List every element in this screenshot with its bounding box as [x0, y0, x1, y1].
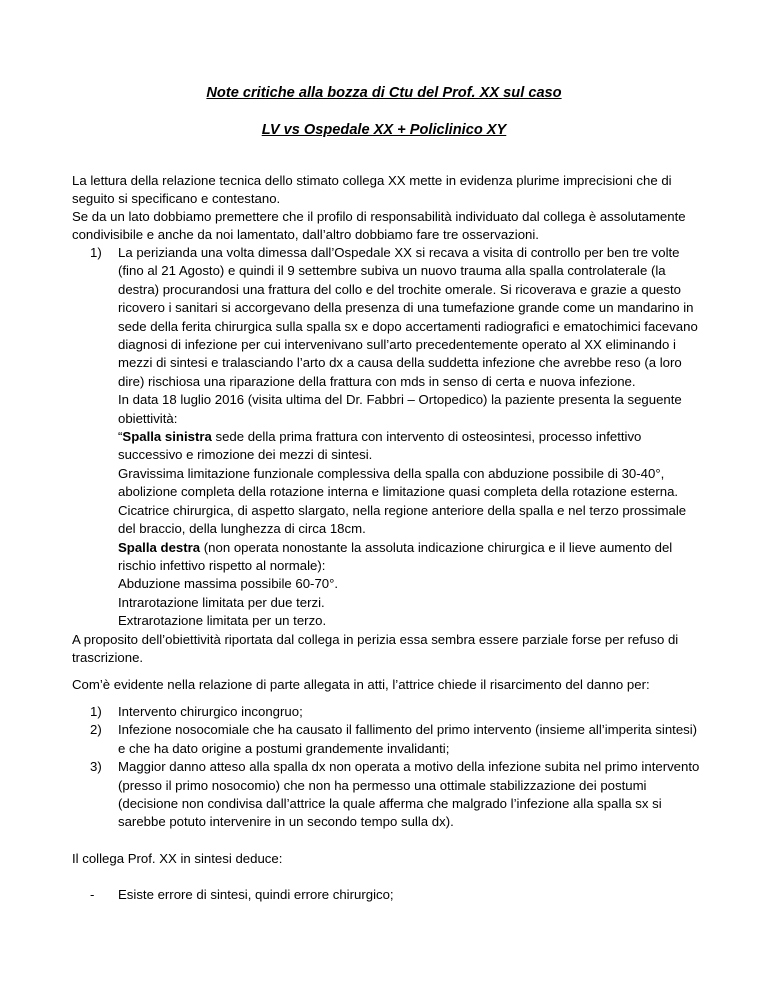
right-shoulder-line	[118, 539, 702, 576]
objectivity-paragraph: A proposito dell’obiettività riportata dal collega in perizia essa sembra essere parziale forse per refuso di trascrizione.	[72, 632, 679, 666]
list-number: 1)	[90, 245, 102, 260]
list-item	[90, 703, 702, 721]
intrarotation-line: Intrarotazione limitata per due terzi.	[118, 594, 325, 610]
document-subtitle: LV vs Ospedale XX + Policlinico XY	[261, 122, 507, 138]
claims-list	[90, 703, 702, 832]
observation-text: La perizianda una volta dimessa dall’Ospedale XX si recava a visita di controllo per ben tre volte (fino al 21 Agosto) e quindi il 9 settembre subiva un nuovo trauma alla spalla controlaterale (la destra) procurandosi una frattura del collo e del trochite omerale. Si ricoverava e grazie a questo ricovero i sanitari si accorgevano della presenza di una tumefazione grande come un mandarino in sede della ferita chirurgica sulla spalla sx e dopo accertamenti radiografici e ematochimici facevano diagnosi di infezione per cui intervenivano sull’arto precedentemente operato al XX eliminando i mezzi di sintesi e tralasciando l’arto dx a causa della suddetta infezione che avrebbe reso (a loro dire) rischiosa una riparazione della frattura con mds in senso di certa e nuova infezione.	[118, 245, 698, 389]
left-shoulder-text: sede della prima frattura con intervento di osteosintesi, processo infettivo successivo e rimozione dei mezzi di sintesi.	[118, 429, 642, 463]
observations-list	[90, 244, 702, 631]
list-item	[90, 886, 702, 904]
intro-paragraph: La lettura della relazione tecnica dello stimato collega XX mette in evidenza plurime imprecisioni che di seguito si specificano e contestano.	[72, 173, 672, 207]
list-number: 1)	[90, 704, 102, 719]
observation-date-line: In data 18 luglio 2016 (visita ultima del Dr. Fabbri – Ortopedico) la paziente presenta la seguente obiettività:	[118, 392, 682, 426]
quote-mark: “	[118, 429, 123, 445]
right-shoulder-text: (non operata nonostante la assoluta indicazione chirurgica e il lieve aumento del rischio infettivo rispetto al normale):	[118, 539, 673, 573]
deduction-text: Esiste errore di sintesi, quindi errore chirurgico;	[118, 887, 394, 902]
right-shoulder-label: Spalla destra	[118, 539, 201, 555]
abduction-line: Abduzione massima possibile 60-70°.	[118, 576, 339, 592]
deduction-intro-paragraph: Il collega Prof. XX in sintesi deduce:	[72, 851, 283, 866]
list-item	[90, 758, 702, 832]
left-shoulder-label: Spalla sinistra	[122, 429, 212, 445]
document-title: Note critiche alla bozza di Ctu del Prof. XX sul caso	[206, 85, 562, 101]
extrarotation-line: Extrarotazione limitata per un terzo.	[118, 613, 327, 629]
limitation-line: Gravissima limitazione funzionale complessiva della spalla con abduzione possibile di 30-40°, abolizione completa della rotazione interna e limitazione quasi completa della rotazione esterna.	[118, 465, 679, 500]
claim-text: Maggior danno atteso alla spalla dx non operata a motivo della infezione subita nel primo intervento (presso il primo nosocomio) che non ha permesso una ottimale stabilizzazione dei postumi (decisione non condivisa dall’attrice la quale afferma che malgrado l’infezione alla spalla sx si sarebbe potuto intervenire in un secondo tempo sulla dx).	[118, 759, 700, 830]
scar-line: Cicatrice chirurgica, di aspetto slargato, nella regione anteriore della spalla e nel terzo prossimale del braccio, della lunghezza di circa 18cm.	[118, 502, 687, 537]
claim-text: Infezione nosocomiale che ha causato il fallimento del primo intervento (insieme all’imperita sintesi) e che ha dato origine a postumi grandemente invalidanti;	[118, 722, 698, 756]
list-bullet: -	[90, 887, 95, 902]
premise-paragraph: Se da un lato dobbiamo premettere che il profilo di responsabilità individuato dal collega è assolutamente condivisibile e anche da noi lamentato, dall’altro dobbiamo fare tre osservazioni.	[72, 209, 686, 243]
left-shoulder-line	[118, 428, 702, 465]
claim-text: Intervento chirurgico incongruo;	[118, 704, 303, 719]
claim-intro-paragraph: Com’è evidente nella relazione di parte allegata in atti, l’attrice chiede il risarcimento del danno per:	[72, 677, 650, 692]
list-number: 3)	[90, 759, 102, 775]
deductions-list	[90, 886, 702, 904]
list-number: 2)	[90, 722, 102, 738]
list-item	[90, 244, 702, 631]
list-item	[90, 721, 702, 758]
